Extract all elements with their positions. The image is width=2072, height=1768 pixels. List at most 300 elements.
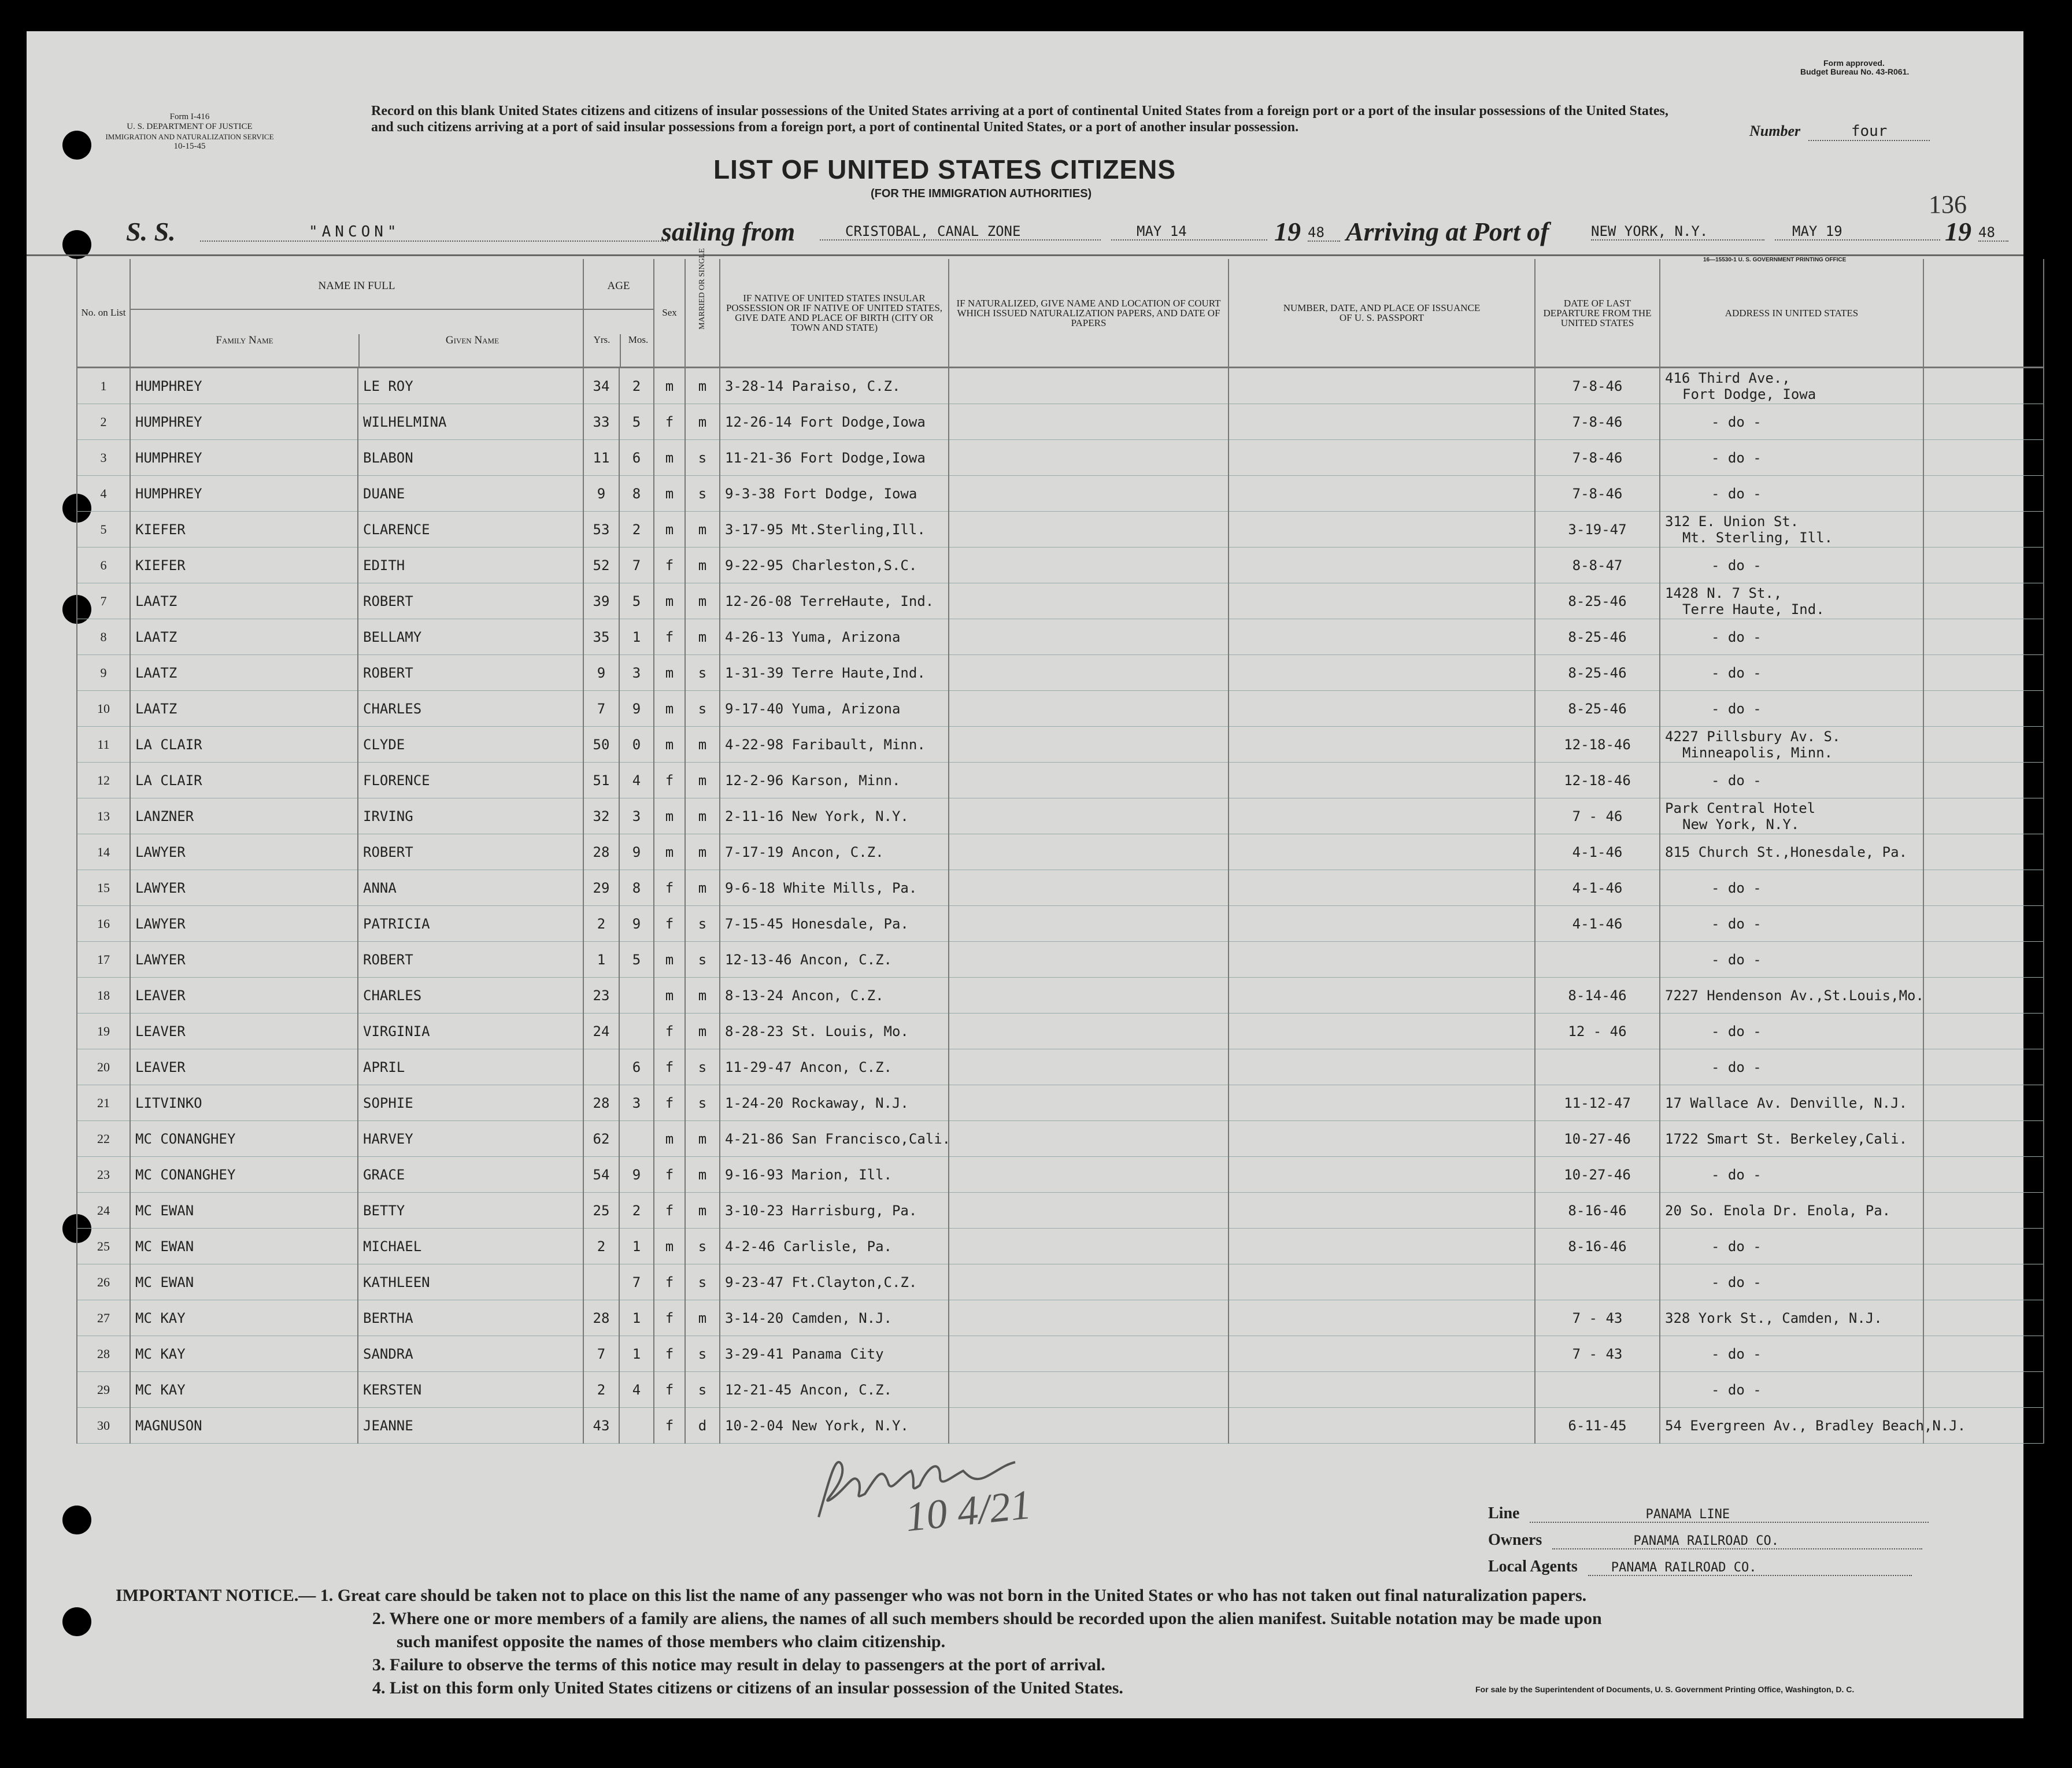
address-line-1: - do - (1711, 664, 1762, 681)
given-name: BLABON (358, 440, 583, 476)
printer-mark: 16—15530-1 U. S. GOVERNMENT PRINTING OFFICE (1703, 257, 1847, 263)
given-name: ROBERT (358, 942, 583, 978)
binder-hole (62, 1607, 91, 1636)
sex: f (654, 1014, 685, 1049)
address (1660, 942, 1923, 978)
blank-cell (1923, 798, 2044, 834)
birth-info: 9-16-93 Marion, Ill. (720, 1157, 949, 1193)
sex: f (654, 1085, 685, 1121)
table-row (77, 548, 2044, 583)
row-number: 10 (77, 691, 130, 727)
row-number: 26 (77, 1264, 130, 1300)
marital-status: m (685, 727, 720, 763)
last-departure: 7-8-46 (1535, 368, 1660, 404)
table-row (77, 512, 2044, 548)
age-months: 7 (619, 548, 654, 583)
birth-info: 4-21-86 San Francisco,Cali. (720, 1121, 949, 1157)
passport-info (1229, 1193, 1535, 1229)
notice-4: 4. List on this form only United States citizens or citizens of an insular possession of the United States. (372, 1678, 1123, 1697)
family-name: LA CLAIR (130, 727, 358, 763)
header-name-label: NAME IN FULL (318, 280, 395, 292)
marital-status: s (685, 1049, 720, 1085)
naturalization-info (949, 1085, 1229, 1121)
passport-info (1229, 476, 1535, 512)
age-years: 62 (583, 1121, 619, 1157)
table-row (77, 619, 2044, 655)
naturalization-info (949, 368, 1229, 404)
sex: m (654, 440, 685, 476)
address (1660, 440, 1923, 476)
age-years: 2 (583, 1372, 619, 1408)
last-departure: 8-25-46 (1535, 583, 1660, 619)
passport-info (1229, 1229, 1535, 1264)
passport-info (1229, 655, 1535, 691)
passport-info (1229, 834, 1535, 870)
family-name: LEAVER (130, 1014, 358, 1049)
department: U. S. DEPARTMENT OF JUSTICE (127, 122, 253, 131)
age-months: 2 (619, 1193, 654, 1229)
birth-info: 11-21-36 Fort Dodge,Iowa (720, 440, 949, 476)
address-line-1: - do - (1711, 1059, 1762, 1075)
sex: m (654, 655, 685, 691)
row-number: 21 (77, 1085, 130, 1121)
passport-info (1229, 763, 1535, 798)
address-line-1: 20 So. Enola Dr. Enola, Pa. (1665, 1202, 1891, 1219)
blank-cell (1923, 763, 2044, 798)
age-months: 0 (619, 727, 654, 763)
naturalization-info (949, 440, 1229, 476)
passport-info (1229, 1264, 1535, 1300)
naturalization-info (949, 834, 1229, 870)
age-months: 4 (619, 1372, 654, 1408)
address (1660, 763, 1923, 798)
table-row (77, 1300, 2044, 1336)
agents-field (1488, 1558, 1912, 1576)
address (1660, 1157, 1923, 1193)
address-line-1: - do - (1711, 628, 1762, 645)
table-row (77, 1372, 2044, 1408)
address-line-1: - do - (1711, 413, 1762, 430)
last-departure: 10-27-46 (1535, 1157, 1660, 1193)
row-number: 5 (77, 512, 130, 548)
address (1660, 727, 1923, 763)
family-name: LEAVER (130, 978, 358, 1014)
header-sex: Sex (654, 259, 685, 368)
address (1660, 404, 1923, 440)
passport-info (1229, 1157, 1535, 1193)
naturalization-info (949, 727, 1229, 763)
age-months (619, 978, 654, 1014)
address (1660, 906, 1923, 942)
given-name: DUANE (358, 476, 583, 512)
age-months: 2 (619, 512, 654, 548)
table-row (77, 655, 2044, 691)
naturalization-info (949, 548, 1229, 583)
passenger-rows (77, 368, 2044, 1444)
table-row (77, 763, 2044, 798)
naturalization-info (949, 798, 1229, 834)
blank-cell (1923, 1049, 2044, 1085)
arriving-label: Arriving at Port of (1346, 217, 1549, 246)
given-name: GRACE (358, 1157, 583, 1193)
marital-status: s (685, 1264, 720, 1300)
family-name: MC EWAN (130, 1193, 358, 1229)
year-2: 48 (1978, 224, 2008, 242)
address-line-1: 815 Church St.,Honesdale, Pa. (1665, 844, 1908, 860)
birth-info: 12-2-96 Karson, Minn. (720, 763, 949, 798)
age-months: 5 (619, 942, 654, 978)
given-name: SANDRA (358, 1336, 583, 1372)
line-label: Line (1488, 1504, 1520, 1522)
naturalization-info (949, 691, 1229, 727)
naturalization-info (949, 1229, 1229, 1264)
last-departure: 7-8-46 (1535, 476, 1660, 512)
given-name: WILHELMINA (358, 404, 583, 440)
header-name-in-full (130, 259, 583, 368)
blank-cell (1923, 691, 2044, 727)
age-years: 33 (583, 404, 619, 440)
age-years: 25 (583, 1193, 619, 1229)
form-date: 10-15-45 (173, 142, 206, 151)
last-departure: 12 - 46 (1535, 1014, 1660, 1049)
age-years: 32 (583, 798, 619, 834)
birth-info: 3-29-41 Panama City (720, 1336, 949, 1372)
agents-value: PANAMA RAILROAD CO. (1588, 1560, 1912, 1576)
birth-info: 8-13-24 Ancon, C.Z. (720, 978, 949, 1014)
last-departure: 8-16-46 (1535, 1193, 1660, 1229)
last-departure (1535, 1264, 1660, 1300)
birth-info: 9-3-38 Fort Dodge, Iowa (720, 476, 949, 512)
row-number: 25 (77, 1229, 130, 1264)
blank-cell (1923, 655, 2044, 691)
given-name: IRVING (358, 798, 583, 834)
sex: f (654, 619, 685, 655)
age-years: 9 (583, 655, 619, 691)
age-years: 23 (583, 978, 619, 1014)
family-name: LAWYER (130, 834, 358, 870)
row-number: 16 (77, 906, 130, 942)
header-naturalized: IF NATURALIZED, GIVE NAME AND LOCATION OF COURT WHICH ISSUED NATURALIZATION PAPERS, AND DATE OF PAPERS (949, 259, 1229, 368)
sex: f (654, 1157, 685, 1193)
age-months: 9 (619, 906, 654, 942)
birth-info: 9-22-95 Charleston,S.C. (720, 548, 949, 583)
passport-info (1229, 1121, 1535, 1157)
sex: f (654, 906, 685, 942)
marital-status: m (685, 1300, 720, 1336)
given-name: CHARLES (358, 978, 583, 1014)
year-prefix-1: 19 (1274, 217, 1301, 246)
address-line-1: - do - (1711, 915, 1762, 932)
marital-status: m (685, 1193, 720, 1229)
header-address: ADDRESS IN UNITED STATES (1660, 259, 1923, 368)
address (1660, 1229, 1923, 1264)
age-years: 35 (583, 619, 619, 655)
passport-info (1229, 727, 1535, 763)
last-departure (1535, 1372, 1660, 1408)
age-months: 3 (619, 1085, 654, 1121)
page-title: LIST OF UNITED STATES CITIZENS (713, 154, 1176, 184)
given-name: BETTY (358, 1193, 583, 1229)
blank-cell (1923, 978, 2044, 1014)
address-line-1: - do - (1711, 1381, 1762, 1398)
header-departure: DATE OF LAST DEPARTURE FROM THE UNITED STATES (1535, 259, 1660, 368)
family-name: HUMPHREY (130, 440, 358, 476)
table-row (77, 834, 2044, 870)
row-number: 8 (77, 619, 130, 655)
row-number: 3 (77, 440, 130, 476)
last-departure: 8-16-46 (1535, 1229, 1660, 1264)
row-number: 13 (77, 798, 130, 834)
family-name: LAWYER (130, 942, 358, 978)
family-name: MC KAY (130, 1336, 358, 1372)
address-line-1: Park Central Hotel (1665, 800, 1816, 816)
row-number: 4 (77, 476, 130, 512)
blank-cell (1923, 1121, 2044, 1157)
birth-info: 2-11-16 New York, N.Y. (720, 798, 949, 834)
address-line-1: - do - (1711, 449, 1762, 466)
naturalization-info (949, 763, 1229, 798)
header-passport: NUMBER, DATE, AND PLACE OF ISSUANCE OF U. S. PASSPORT (1229, 259, 1535, 368)
given-name: PATRICIA (358, 906, 583, 942)
row-number: 12 (77, 763, 130, 798)
age-months (619, 1408, 654, 1444)
age-years: 54 (583, 1157, 619, 1193)
sex: f (654, 1193, 685, 1229)
table-row (77, 942, 2044, 978)
marital-status: m (685, 548, 720, 583)
address (1660, 1372, 1923, 1408)
blank-cell (1923, 1014, 2044, 1049)
naturalization-info (949, 1157, 1229, 1193)
age-years: 52 (583, 548, 619, 583)
birth-info: 1-31-39 Terre Haute,Ind. (720, 655, 949, 691)
age-years (583, 1049, 619, 1085)
table-row (77, 1085, 2044, 1121)
passport-info (1229, 1372, 1535, 1408)
ss-label: S. S. (126, 217, 176, 246)
passport-info (1229, 583, 1535, 619)
header-married (685, 248, 720, 368)
address (1660, 1300, 1923, 1336)
age-years: 34 (583, 368, 619, 404)
sex: f (654, 870, 685, 906)
budget-text: Budget Bureau No. 43-R061. (1800, 67, 1910, 76)
family-name: LEAVER (130, 1049, 358, 1085)
age-years: 29 (583, 870, 619, 906)
table-top-rule (27, 254, 2023, 256)
given-name: MICHAEL (358, 1229, 583, 1264)
table-row (77, 691, 2044, 727)
birth-info: 9-23-47 Ft.Clayton,C.Z. (720, 1264, 949, 1300)
birth-info: 9-17-40 Yuma, Arizona (720, 691, 949, 727)
sex: f (654, 404, 685, 440)
approval-text: Form approved. (1823, 58, 1885, 68)
blank-cell (1923, 870, 2044, 906)
marital-status: m (685, 978, 720, 1014)
naturalization-info (949, 1121, 1229, 1157)
address-line-1: - do - (1711, 951, 1762, 968)
age-months: 5 (619, 583, 654, 619)
age-months: 8 (619, 870, 654, 906)
given-name: KERSTEN (358, 1372, 583, 1408)
table-row (77, 583, 2044, 619)
given-name: ANNA (358, 870, 583, 906)
table-row (77, 1193, 2044, 1229)
table-row (77, 368, 2044, 404)
marital-status: s (685, 691, 720, 727)
line-field (1488, 1504, 1929, 1523)
age-months: 8 (619, 476, 654, 512)
age-months (619, 1014, 654, 1049)
page-stamp: 136 (1929, 190, 1967, 219)
address (1660, 691, 1923, 727)
naturalization-info (949, 655, 1229, 691)
naturalization-info (949, 1014, 1229, 1049)
marital-status: s (685, 942, 720, 978)
birth-info: 11-29-47 Ancon, C.Z. (720, 1049, 949, 1085)
table-row (77, 404, 2044, 440)
given-name: HARVEY (358, 1121, 583, 1157)
table-row (77, 870, 2044, 906)
owners-value: PANAMA RAILROAD CO. (1552, 1534, 1922, 1549)
sex: m (654, 691, 685, 727)
passport-info (1229, 906, 1535, 942)
last-departure: 8-25-46 (1535, 619, 1660, 655)
age-months: 3 (619, 798, 654, 834)
marital-status: m (685, 1121, 720, 1157)
blank-cell (1923, 1264, 2044, 1300)
passport-info (1229, 1014, 1535, 1049)
line-value: PANAMA LINE (1530, 1507, 1929, 1523)
age-years: 2 (583, 1229, 619, 1264)
row-number: 15 (77, 870, 130, 906)
table-row (77, 906, 2044, 942)
blank-cell (1923, 619, 2044, 655)
age-months: 5 (619, 404, 654, 440)
marital-status: m (685, 1157, 720, 1193)
family-name: LAWYER (130, 906, 358, 942)
family-name: MC KAY (130, 1300, 358, 1336)
last-departure (1535, 942, 1660, 978)
birth-info: 3-10-23 Harrisburg, Pa. (720, 1193, 949, 1229)
marital-status: m (685, 619, 720, 655)
table-row (77, 1336, 2044, 1372)
passport-info (1229, 978, 1535, 1014)
last-departure: 6-11-45 (1535, 1408, 1660, 1444)
passport-info (1229, 1336, 1535, 1372)
address-line-1: - do - (1711, 1166, 1762, 1183)
blank-cell (1923, 1157, 2044, 1193)
address-line-1: - do - (1711, 485, 1762, 502)
address-line-1: - do - (1711, 1023, 1762, 1040)
marital-status: s (685, 1336, 720, 1372)
age-months: 7 (619, 1264, 654, 1300)
given-name: LE ROY (358, 368, 583, 404)
marital-status: m (685, 368, 720, 404)
intro-paragraph: Record on this blank United States citizens and citizens of insular possessions of the United States arriving at a port of continental United States from a foreign port or a port of the insular possessions of the United States, and such citizens arriving at a port of said insular possessions from a foreign port, a port of continental United States, or a port of another insular possession. (371, 103, 1668, 135)
blank-cell (1923, 404, 2044, 440)
owners-label: Owners (1488, 1531, 1542, 1549)
year-1: 48 (1308, 224, 1340, 242)
birth-info: 3-28-14 Paraiso, C.Z. (720, 368, 949, 404)
printing-office-note: For sale by the Superintendent of Documents, U. S. Government Printing Office, Washington, D. C. (1475, 1685, 1855, 1694)
row-number: 24 (77, 1193, 130, 1229)
age-years: 43 (583, 1408, 619, 1444)
passport-info (1229, 619, 1535, 655)
age-years (583, 1264, 619, 1300)
family-name: LA CLAIR (130, 763, 358, 798)
arrive-date: MAY 19 (1775, 223, 1940, 241)
age-years: 1 (583, 942, 619, 978)
naturalization-info (949, 404, 1229, 440)
number-field (1749, 123, 1930, 141)
ship-name: "ANCON" (200, 223, 668, 242)
last-departure: 4-1-46 (1535, 906, 1660, 942)
blank-cell (1923, 1372, 2044, 1408)
given-name: JEANNE (358, 1408, 583, 1444)
naturalization-info (949, 1372, 1229, 1408)
header-name-rule (131, 309, 583, 310)
address (1660, 619, 1923, 655)
address-line-1: - do - (1711, 700, 1762, 717)
address-line-1: - do - (1711, 772, 1762, 789)
age-months: 9 (619, 834, 654, 870)
sex: m (654, 727, 685, 763)
marital-status: s (685, 440, 720, 476)
given-name: ROBERT (358, 834, 583, 870)
row-number: 30 (77, 1408, 130, 1444)
age-months: 1 (619, 1336, 654, 1372)
blank-cell (1923, 1229, 2044, 1264)
family-name: LAATZ (130, 655, 358, 691)
row-number: 28 (77, 1336, 130, 1372)
passport-info (1229, 1300, 1535, 1336)
row-number: 27 (77, 1300, 130, 1336)
address-line-1: - do - (1711, 1345, 1762, 1362)
address (1660, 1049, 1923, 1085)
header-age-label: AGE (607, 280, 630, 292)
marital-status: s (685, 906, 720, 942)
naturalization-info (949, 583, 1229, 619)
given-name: BELLAMY (358, 619, 583, 655)
given-name: SOPHIE (358, 1085, 583, 1121)
last-departure: 8-8-47 (1535, 548, 1660, 583)
given-name: VIRGINIA (358, 1014, 583, 1049)
family-name: LAATZ (130, 583, 358, 619)
age-months: 6 (619, 1049, 654, 1085)
header-family: Family Name (216, 334, 273, 346)
address-line-2: Mt. Sterling, Ill. (1682, 529, 1833, 546)
birth-info: 12-26-08 TerreHaute, Ind. (720, 583, 949, 619)
marital-status: m (685, 798, 720, 834)
last-departure: 7-8-46 (1535, 440, 1660, 476)
table-row (77, 1049, 2044, 1085)
blank-cell (1923, 512, 2044, 548)
birth-info: 3-17-95 Mt.Sterling,Ill. (720, 512, 949, 548)
naturalization-info (949, 1264, 1229, 1300)
address-line-1: - do - (1711, 1274, 1762, 1290)
passport-info (1229, 548, 1535, 583)
address-line-1: 7227 Hendenson Av.,St.Louis,Mo. (1665, 987, 1924, 1004)
to-port: NEW YORK, N.Y. (1591, 223, 1764, 241)
sex: f (654, 1372, 685, 1408)
sex: m (654, 1229, 685, 1264)
given-name: BERTHA (358, 1300, 583, 1336)
birth-info: 12-21-45 Ancon, C.Z. (720, 1372, 949, 1408)
address-line-1: 312 E. Union St. (1665, 513, 1799, 530)
age-months (619, 1121, 654, 1157)
sex: m (654, 476, 685, 512)
